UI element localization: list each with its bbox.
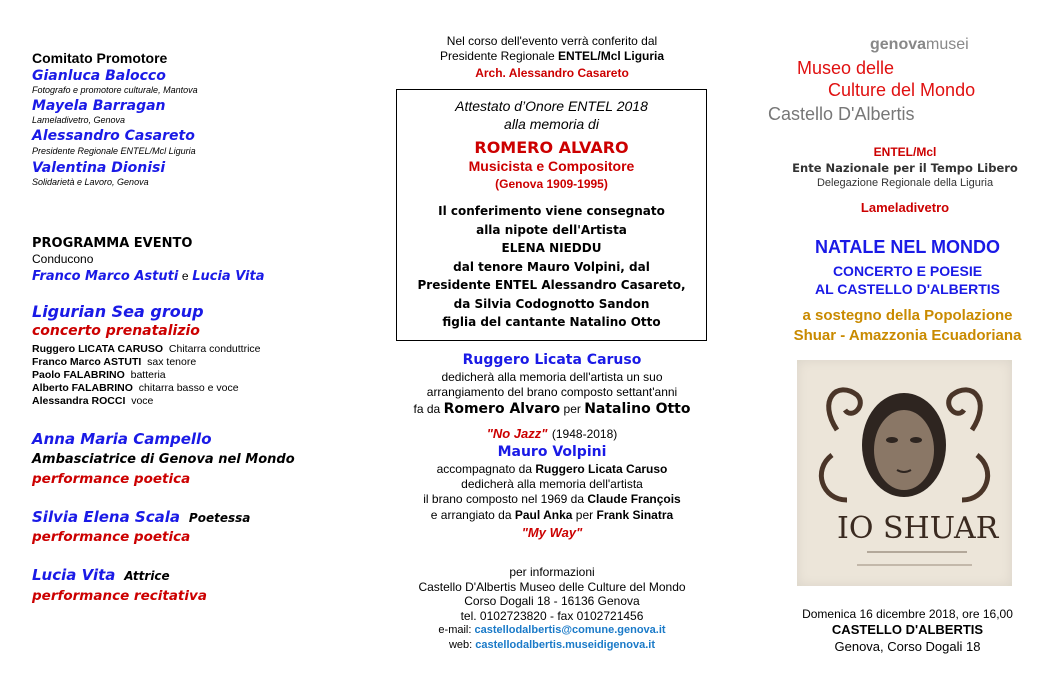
contact-info: [372, 565, 732, 652]
composer-name: Romero Alvaro: [443, 401, 561, 417]
conducono-label: Conducono: [32, 252, 94, 266]
genovamusei-logo: [870, 36, 969, 54]
member-role: Solidarietà e Lavoro, Genova: [32, 177, 149, 187]
intro-text: Presidente Regionale: [439, 49, 555, 63]
body-line: [372, 492, 732, 506]
song-years: (1948-2018): [551, 427, 618, 441]
member-name: Mayela Barragan: [32, 98, 166, 114]
hosts: [32, 268, 265, 284]
event-title: NATALE NEL MONDO: [815, 237, 1000, 257]
and-text: e: [181, 269, 189, 283]
host-name: Franco Marco Astuti: [32, 269, 179, 284]
musician-row: [32, 356, 196, 368]
email-line: [372, 623, 732, 638]
musician-row: [32, 395, 153, 407]
lameladivetro: Lameladivetro: [860, 200, 950, 215]
body-line: arrangiamento del brano composto settant'anni: [426, 385, 678, 399]
performance-type: performance poetica: [32, 529, 191, 545]
body-line: dedicherà alla memoria dell'artista un suo: [441, 370, 663, 384]
body-line: [372, 462, 732, 476]
award-text-line: Il conferimento viene consegnato: [438, 204, 665, 218]
musician-row: [32, 343, 261, 355]
performer-role: Poetessa: [188, 511, 251, 525]
member-name: Gianluca Balocco: [32, 68, 166, 84]
event-subtitle: AL CASTELLO D'ALBERTIS: [814, 281, 1001, 297]
body-bold: Claude François: [587, 492, 681, 506]
musician-name: Franco Marco ASTUTI: [32, 356, 142, 368]
entel-name: ENTEL/Mcl: [873, 145, 937, 159]
award-text: [397, 202, 706, 332]
intro-org: ENTEL/Mcl Liguria: [558, 49, 665, 63]
poster-artwork: [797, 360, 1012, 586]
group-subtitle: concerto prenatalizio: [32, 323, 200, 339]
award-text-line: dal tenore Mauro Volpini, dal: [453, 259, 650, 274]
logo-musei: musei: [926, 36, 969, 53]
group-name: Ligurian Sea group: [32, 302, 204, 321]
award-text-line: Presidente ENTEL Alessandro Casareto,: [417, 278, 686, 292]
award-text-line: alla nipote dell'Artista: [476, 222, 627, 237]
award-box: [396, 89, 707, 341]
musician-name: Alessandra ROCCI: [32, 395, 126, 407]
award-text-line: figlia del cantante Natalino Otto: [442, 315, 661, 329]
performer-name: Lucia Vita: [32, 566, 116, 584]
intro-line: [372, 49, 732, 63]
member-name: Valentina Dionisi: [32, 160, 166, 176]
event-subtitle: CONCERTO E POESIE: [832, 263, 983, 279]
performer-line: [32, 566, 170, 585]
award-text-line: ELENA NIEDDU: [501, 241, 602, 255]
honoree-role: Musicista e Compositore: [468, 158, 635, 174]
info-line: per informazioni: [509, 565, 595, 579]
email-link[interactable]: castellodalbertis@comune.genova.it: [474, 624, 666, 636]
musician-instrument: sax tenore: [147, 356, 197, 368]
poster-title: IO SHUAR: [837, 511, 999, 546]
body-line: [372, 508, 732, 522]
info-line: Corso Dogali 18 - 16136 Genova: [464, 594, 640, 608]
performer-role: Attrice: [124, 569, 170, 583]
musician-instrument: batteria: [130, 369, 166, 381]
song-title: "My Way": [521, 525, 583, 540]
song-title: "No Jazz": [486, 426, 548, 441]
entel-full: Ente Nazionale per il Tempo Libero: [792, 161, 1018, 175]
musician-instrument: Chitarra conduttrice: [168, 343, 261, 355]
event-date: Domenica 16 dicembre 2018, ore 16,00: [802, 607, 1013, 621]
body-text: fa da: [413, 402, 441, 416]
performance-type: performance poetica: [32, 471, 191, 487]
comitato-title: Comitato Promotore: [32, 50, 168, 66]
body-text: per: [575, 508, 594, 522]
right-panel: [760, 0, 1055, 680]
performer-name: Anna Maria Campello: [32, 430, 212, 448]
body-text: per: [563, 402, 581, 416]
performer-title: Ruggero Licata Caruso: [462, 352, 642, 368]
programma-title: PROGRAMMA EVENTO: [32, 236, 193, 251]
singer-name: Natalino Otto: [584, 401, 691, 417]
performer-name: Silvia Elena Scala: [32, 508, 181, 526]
sostegno-line: a sostegno della Popolazione: [802, 307, 1013, 324]
email-label: e-mail:: [438, 624, 472, 636]
body-text: e arrangiato da: [430, 508, 512, 522]
award-text-line: da Silvia Codognotto Sandon: [453, 296, 650, 311]
member-name: Alessandro Casareto: [32, 128, 195, 144]
award-title: Attestato d’Onore ENTEL 2018: [455, 98, 648, 114]
info-line: Castello D'Albertis Museo delle Culture del Mondo: [418, 579, 686, 594]
body-line: dedicherà alla memoria dell'artista: [461, 477, 643, 491]
musician-name: Paolo FALABRINO: [32, 369, 125, 381]
body-bold: Frank Sinatra: [596, 508, 674, 522]
body-bold: Paul Anka: [514, 508, 573, 522]
member-role: Lameladivetro, Genova: [32, 115, 126, 125]
musician-name: Ruggero LICATA CARUSO: [32, 343, 164, 355]
delegazione: Delegazione Regionale della Liguria: [816, 177, 994, 189]
member-role: Presidente Regionale ENTEL/Mcl Liguria: [32, 146, 196, 156]
honoree-name: ROMERO ALVARO: [474, 138, 629, 157]
host-name: Lucia Vita: [192, 269, 265, 284]
performer-title: Mauro Volpini: [497, 444, 607, 460]
body-line: [372, 401, 732, 417]
musician-row: [32, 382, 239, 394]
event-venue: CASTELLO D'ALBERTIS: [831, 622, 984, 637]
musician-instrument: voce: [131, 395, 154, 407]
performance-type: performance recitativa: [32, 588, 207, 604]
honoree-dates: (Genova 1909-1995): [495, 177, 608, 191]
intro-president: Arch. Alessandro Casareto: [475, 66, 629, 80]
musician-row: [32, 369, 166, 381]
song-line: [372, 425, 732, 443]
performer-role: Ambasciatrice di Genova nel Mondo: [32, 452, 295, 467]
member-role: Fotografo e promotore culturale, Mantova: [32, 85, 198, 95]
intro-line: Nel corso dell'evento verrà conferito dal: [446, 34, 658, 48]
museo-line1: Museo delle: [797, 58, 895, 78]
performer-line: [32, 508, 250, 527]
info-line: tel. 0102723820 - fax 0102721456: [460, 608, 644, 623]
web-line: [372, 638, 732, 653]
body-text: il brano composto nel 1969 da: [423, 492, 585, 506]
museo-line2: Culture del Mondo: [828, 80, 976, 100]
io-shuar-poster: [797, 360, 1012, 586]
musician-instrument: chitarra basso e voce: [138, 382, 239, 394]
web-link[interactable]: castellodalbertis.museidigenova.it: [475, 638, 656, 651]
web-label: web:: [448, 638, 473, 651]
body-text: accompagnato da: [436, 462, 533, 476]
award-subtitle: alla memoria di: [504, 116, 599, 132]
castello-name: Castello D'Albertis: [768, 104, 915, 124]
event-address: Genova, Corso Dogali 18: [834, 639, 981, 654]
logo-genova: genova: [870, 36, 927, 53]
sostegno-line: Shuar - Amazzonia Ecuadoriana: [793, 327, 1022, 344]
musician-name: Alberto FALABRINO: [32, 382, 133, 394]
body-bold: Ruggero Licata Caruso: [535, 462, 668, 476]
